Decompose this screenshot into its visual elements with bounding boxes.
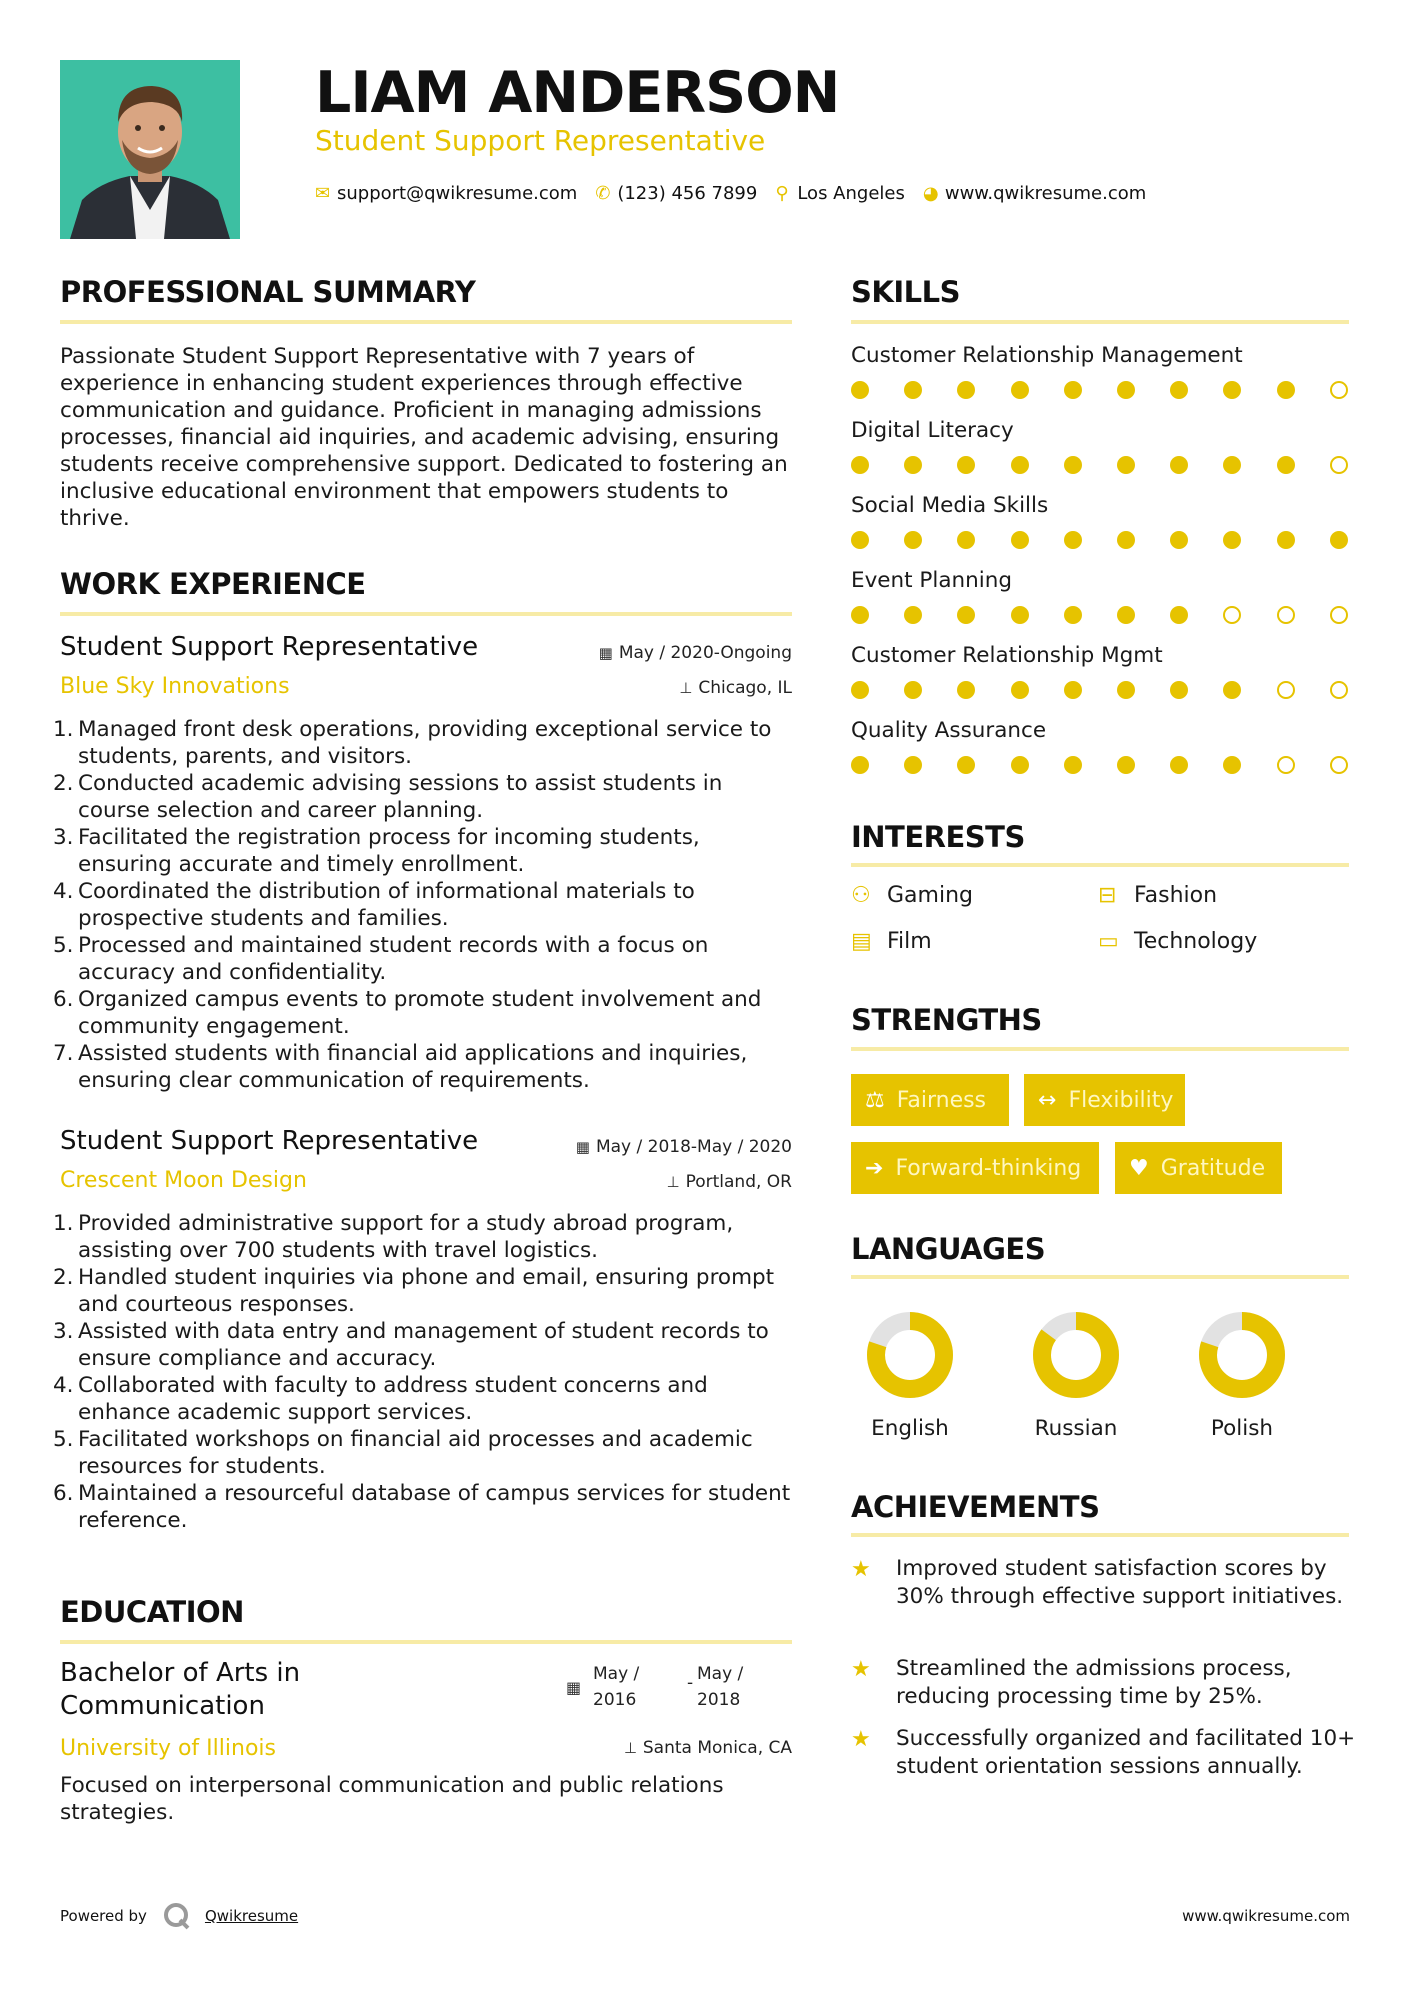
- strength-tag: [1024, 1074, 1185, 1126]
- globe-icon: ◕: [922, 182, 939, 204]
- film-icon: ▤: [851, 929, 872, 954]
- skill-name: Customer Relationship Management: [851, 343, 1243, 368]
- heart-icon: ♥: [1129, 1155, 1149, 1181]
- achievements-heading: ACHIEVEMENTS: [851, 1490, 1100, 1524]
- skill-rating: [851, 681, 1351, 701]
- bullet-text: Collaborated with faculty to address student concerns and enhance academic support services.: [78, 1373, 708, 1425]
- rating-dot-filled: [851, 606, 869, 624]
- laptop-icon: ▭: [1098, 929, 1119, 954]
- list-item: 5. Facilitated workshops on financial aid processes and academic resources for students.: [53, 1427, 753, 1479]
- list-item: 4. Collaborated with faculty to address student concerns and enhance academic support services.: [53, 1373, 708, 1425]
- bullet-text: Coordinated the distribution of informational materials to prospective students and families.: [78, 879, 695, 931]
- list-item: 1. Managed front desk operations, providing exceptional service to students, parents, and visitors.: [53, 717, 772, 769]
- rating-dot-filled: [1064, 606, 1082, 624]
- bullet-text: Conducted academic advising sessions to assist students in course selection and career planning.: [78, 771, 723, 823]
- interest-label: Gaming: [887, 883, 973, 908]
- qwikresume-link[interactable]: Qwikresume: [204, 1907, 299, 1925]
- rating-dot-filled: [904, 381, 922, 399]
- map-pin-icon: ⚲: [775, 182, 789, 204]
- skill-rating: [851, 531, 1351, 551]
- interest-label: Film: [887, 929, 932, 954]
- rating-dot-filled: [1170, 456, 1188, 474]
- achievement-item: [851, 1555, 1361, 1611]
- section-divider: [60, 612, 792, 616]
- languages-heading: LANGUAGES: [851, 1232, 1046, 1266]
- rating-dot-filled: [1170, 531, 1188, 549]
- rating-dot-filled: [1011, 606, 1029, 624]
- calendar-icon: ▦: [566, 1678, 582, 1697]
- language-donut: [1031, 1310, 1121, 1400]
- skills-heading: SKILLS: [851, 275, 960, 309]
- rating-dot-filled: [1223, 381, 1241, 399]
- rating-dot-filled: [851, 531, 869, 549]
- education-location: [540, 1738, 792, 1758]
- language-donut: [865, 1310, 955, 1400]
- job-date-text: May / 2018-May / 2020: [595, 1137, 792, 1157]
- job-company: Crescent Moon Design: [60, 1168, 307, 1193]
- bullet-text: Organized campus events to promote student involvement and community engagement.: [78, 987, 762, 1039]
- job-location-text: Portland, OR: [685, 1172, 792, 1192]
- calendar-icon: ▦: [598, 644, 613, 662]
- achievement-item: [851, 1725, 1361, 1781]
- rating-dot-filled: [1170, 381, 1188, 399]
- rating-dot-filled: [1011, 681, 1029, 699]
- rating-dot-filled: [1117, 381, 1135, 399]
- contact-email[interactable]: support@qwikresume.com: [337, 182, 578, 204]
- interest-film: [851, 929, 932, 954]
- calendar-icon: ▦: [575, 1138, 590, 1156]
- rating-dot-filled: [1117, 681, 1135, 699]
- skill-rating: [851, 756, 1351, 776]
- candidate-name: LIAM ANDERSON: [315, 60, 840, 126]
- achievement-text: Streamlined the admissions process, reducing processing time by 25%.: [896, 1656, 1292, 1709]
- skill-name: Quality Assurance: [851, 718, 1047, 743]
- rating-dot-filled: [1064, 456, 1082, 474]
- rating-dot-empty: [1277, 606, 1295, 624]
- rating-dot-filled: [904, 756, 922, 774]
- phone-icon: ✆: [595, 182, 611, 204]
- skill-name: Event Planning: [851, 568, 1013, 593]
- rating-dot-empty: [1330, 756, 1348, 774]
- rating-dot-filled: [1064, 381, 1082, 399]
- education-end: May / 2018: [697, 1664, 744, 1710]
- gamepad-icon: ⚇: [851, 883, 871, 908]
- skill-rating: [851, 606, 1351, 626]
- pushpin-icon: ⊥: [666, 1173, 680, 1191]
- job-date: [520, 1137, 792, 1157]
- rating-dot-filled: [1117, 756, 1135, 774]
- summary-text: Passionate Student Support Representative with 7 years of experience in enhancing student experiences through effective communication and guidance. Proficient in managing admissions processes, financial aid inquiries, and academic advising, ensuring students receive comprehensive support. Dedicated to fostering an inclusive educational environment that empowers students to thrive.: [60, 344, 788, 531]
- job-date-text: May / 2020-Ongoing: [618, 643, 792, 663]
- education-description: Focused on interpersonal communication and public relations strategies.: [60, 1773, 724, 1825]
- achievement-text: Improved student satisfaction scores by 30% through effective support initiatives.: [896, 1556, 1344, 1609]
- list-item: 4. Coordinated the distribution of informational materials to prospective students and families.: [53, 879, 695, 931]
- arrow-right-icon: ➔: [865, 1155, 884, 1181]
- rating-dot-empty: [1330, 681, 1348, 699]
- rating-dot-filled: [1064, 681, 1082, 699]
- rating-dot-filled: [957, 381, 975, 399]
- rating-dot-filled: [1011, 531, 1029, 549]
- experience-heading: WORK EXPERIENCE: [60, 567, 366, 601]
- bullet-text: Managed front desk operations, providing exceptional service to students, parents, and visitors.: [78, 717, 772, 769]
- list-item: 2. Conducted academic advising sessions to assist students in course selection and career planning.: [53, 771, 723, 823]
- section-divider: [851, 863, 1349, 867]
- rating-dot-filled: [957, 681, 975, 699]
- job-title: Student Support Representative: [60, 1126, 479, 1156]
- bullet-text: Assisted with data entry and management of student records to ensure compliance and accuracy.: [78, 1319, 769, 1371]
- interest-fashion: [1098, 883, 1217, 908]
- rating-dot-filled: [904, 531, 922, 549]
- list-item: 3. Assisted with data entry and management of student records to ensure compliance and accuracy.: [53, 1319, 769, 1371]
- education-heading: EDUCATION: [60, 1595, 244, 1629]
- list-item: 6. Organized campus events to promote student involvement and community engagement.: [53, 987, 762, 1039]
- education-date-dash: -: [687, 1673, 694, 1693]
- language-name: Polish: [1210, 1416, 1274, 1441]
- rating-dot-filled: [1277, 381, 1295, 399]
- rating-dot-filled: [1330, 531, 1348, 549]
- contact-bar: [315, 178, 1164, 208]
- rating-dot-filled: [957, 531, 975, 549]
- contact-website[interactable]: www.qwikresume.com: [944, 182, 1147, 204]
- rating-dot-filled: [851, 456, 869, 474]
- skill-rating: [851, 456, 1351, 476]
- star-icon: ★: [851, 1557, 871, 1582]
- job-location: [540, 678, 792, 698]
- section-divider: [851, 1047, 1349, 1051]
- interest-label: Fashion: [1134, 883, 1218, 908]
- interest-label: Technology: [1134, 929, 1258, 954]
- job-date: [540, 643, 792, 663]
- strength-tag: [851, 1074, 1009, 1126]
- pushpin-icon: ⊥: [679, 679, 693, 697]
- job-company: Blue Sky Innovations: [60, 674, 290, 699]
- job-bullets: [53, 716, 800, 1094]
- balance-scale-icon: ⚖: [865, 1087, 885, 1113]
- rating-dot-empty: [1223, 606, 1241, 624]
- rating-dot-filled: [851, 681, 869, 699]
- rating-dot-filled: [1011, 756, 1029, 774]
- bullet-text: Facilitated workshops on financial aid processes and academic resources for students.: [78, 1427, 753, 1479]
- rating-dot-filled: [957, 756, 975, 774]
- interests-heading: INTERESTS: [851, 820, 1025, 854]
- list-item: 5. Processed and maintained student records with a focus on accuracy and confidentiality.: [53, 933, 709, 985]
- star-icon: ★: [851, 1657, 871, 1682]
- rating-dot-filled: [1170, 681, 1188, 699]
- language-item: [855, 1310, 965, 1441]
- pushpin-icon: ⊥: [623, 1739, 637, 1757]
- star-icon: ★: [851, 1727, 871, 1752]
- strength-tag: [1115, 1142, 1282, 1194]
- rating-dot-filled: [1277, 531, 1295, 549]
- language-item: [1021, 1310, 1131, 1441]
- list-item: 1. Provided administrative support for a study abroad program, assisting over 700 students with travel logistics.: [53, 1211, 734, 1263]
- envelope-icon: ✉: [315, 182, 331, 204]
- rating-dot-filled: [904, 456, 922, 474]
- bullet-text: Assisted students with financial aid applications and inquiries, ensuring clear communication of requirements.: [78, 1041, 748, 1093]
- arrows-horizontal-icon: ↔: [1038, 1087, 1057, 1113]
- bullet-text: Provided administrative support for a study abroad program, assisting over 700 students with travel logistics.: [78, 1211, 734, 1263]
- rating-dot-empty: [1330, 456, 1348, 474]
- achievement-item: [851, 1655, 1361, 1711]
- powered-by-label: Powered by: [60, 1907, 147, 1925]
- section-divider: [60, 320, 792, 324]
- rating-dot-filled: [957, 606, 975, 624]
- rating-dot-filled: [1117, 531, 1135, 549]
- rating-dot-filled: [1277, 456, 1295, 474]
- interest-technology: [1098, 929, 1257, 954]
- language-name: Russian: [1034, 1416, 1118, 1441]
- section-divider: [851, 1533, 1349, 1537]
- education-degree: Bachelor of Arts in Communication: [60, 1658, 301, 1721]
- bullet-text: Facilitated the registration process for incoming students, ensuring accurate and timely enrollment.: [78, 825, 700, 877]
- rating-dot-filled: [1170, 756, 1188, 774]
- rating-dot-filled: [1117, 606, 1135, 624]
- list-item: 7. Assisted students with financial aid applications and inquiries, ensuring clear communication of requirements.: [53, 1041, 748, 1093]
- strength-label: Fairness: [896, 1087, 987, 1113]
- rating-dot-filled: [1223, 756, 1241, 774]
- profile-photo: [60, 60, 240, 239]
- rating-dot-filled: [851, 756, 869, 774]
- achievement-text: Successfully organized and facilitated 10+ student orientation sessions annually.: [896, 1726, 1356, 1779]
- skill-rating: [851, 381, 1351, 401]
- rating-dot-filled: [1011, 381, 1029, 399]
- job-location: [540, 1172, 792, 1192]
- skill-name: Social Media Skills: [851, 493, 1049, 518]
- section-divider: [851, 1275, 1349, 1279]
- skill-name: Customer Relationship Mgmt: [851, 643, 1163, 668]
- education-school: University of Illinois: [60, 1736, 276, 1761]
- rating-dot-filled: [904, 681, 922, 699]
- list-item: 3. Facilitated the registration process for incoming students, ensuring accurate and timely enrollment.: [53, 825, 700, 877]
- rating-dot-empty: [1277, 756, 1295, 774]
- bullet-text: Handled student inquiries via phone and email, ensuring prompt and courteous responses.: [78, 1265, 775, 1317]
- rating-dot-filled: [1117, 456, 1135, 474]
- rating-dot-empty: [1277, 681, 1295, 699]
- footer-url[interactable]: www.qwikresume.com: [1182, 1907, 1350, 1925]
- strengths-heading: STRENGTHS: [851, 1003, 1042, 1037]
- rating-dot-filled: [851, 381, 869, 399]
- strength-label: Gratitude: [1160, 1155, 1266, 1181]
- strength-tag: [851, 1142, 1099, 1194]
- rating-dot-filled: [1064, 756, 1082, 774]
- strength-label: Flexibility: [1068, 1087, 1174, 1113]
- list-item: 6. Maintained a resourceful database of campus services for student reference.: [53, 1481, 791, 1533]
- rating-dot-empty: [1330, 606, 1348, 624]
- language-item: [1187, 1310, 1297, 1441]
- qwikresume-logo-icon: [163, 1902, 191, 1930]
- contact-location: Los Angeles: [797, 182, 905, 204]
- candidate-title: Student Support Representative: [315, 124, 766, 157]
- bullet-text: Maintained a resourceful database of campus services for student reference.: [78, 1481, 791, 1533]
- rating-dot-filled: [957, 456, 975, 474]
- section-divider: [851, 320, 1349, 324]
- rating-dot-filled: [1011, 456, 1029, 474]
- powered-by: [60, 1902, 298, 1930]
- section-divider: [60, 1640, 792, 1644]
- language-donut: [1197, 1310, 1287, 1400]
- shopping-bag-icon: ⊟: [1098, 883, 1117, 908]
- language-name: English: [871, 1416, 949, 1441]
- rating-dot-filled: [904, 606, 922, 624]
- list-item: 2. Handled student inquiries via phone and email, ensuring prompt and courteous responses.: [53, 1265, 775, 1317]
- rating-dot-filled: [1170, 606, 1188, 624]
- rating-dot-filled: [1223, 456, 1241, 474]
- education-start: May / 2016: [593, 1664, 640, 1710]
- contact-phone[interactable]: (123) 456 7899: [617, 182, 758, 204]
- bullet-text: Processed and maintained student records with a focus on accuracy and confidentiality.: [78, 933, 709, 985]
- skill-name: Digital Literacy: [851, 418, 1014, 443]
- strength-label: Forward-thinking: [895, 1155, 1082, 1181]
- job-location-text: Chicago, IL: [698, 678, 792, 698]
- job-bullets: [53, 1210, 800, 1534]
- rating-dot-filled: [1223, 531, 1241, 549]
- interest-gaming: [851, 883, 973, 908]
- rating-dot-empty: [1330, 381, 1348, 399]
- rating-dot-filled: [1223, 681, 1241, 699]
- education-location-text: Santa Monica, CA: [642, 1738, 792, 1758]
- job-title: Student Support Representative: [60, 632, 479, 662]
- rating-dot-filled: [1064, 531, 1082, 549]
- summary-heading: PROFESSIONAL SUMMARY: [60, 275, 476, 309]
